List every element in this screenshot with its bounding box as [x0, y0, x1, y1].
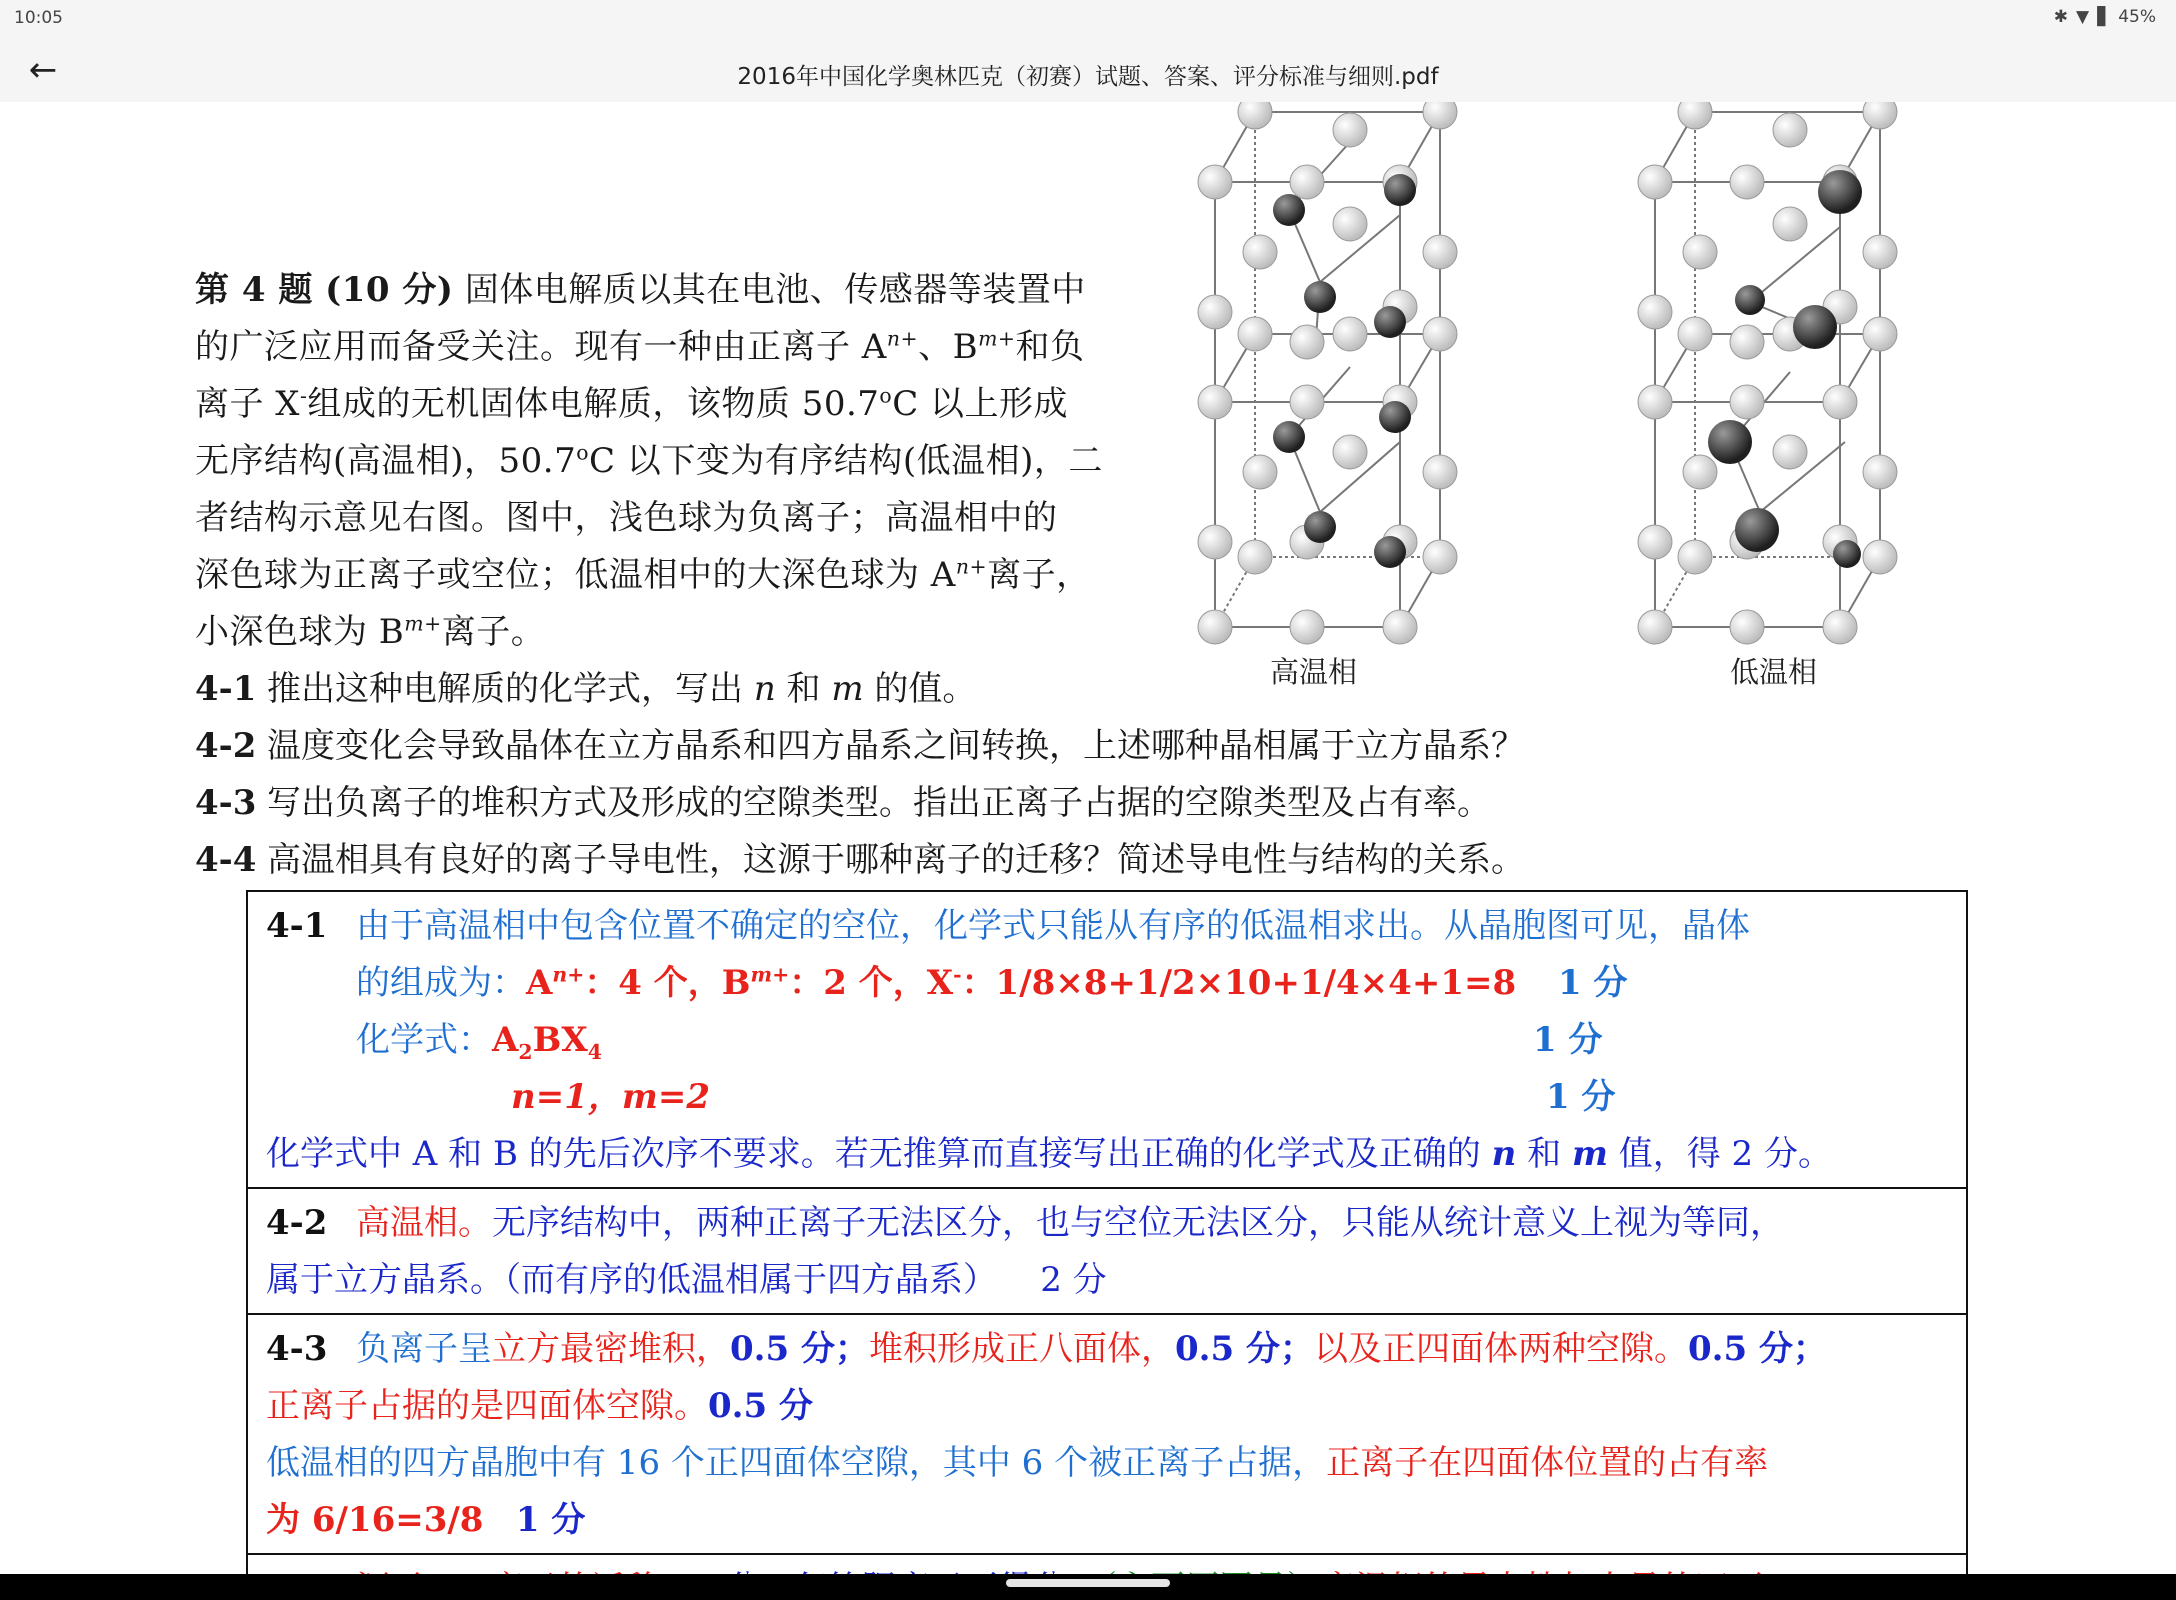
subquestion-4-2: 4-2 温度变化会导致晶体在立方晶系和四方晶系之间转换，上述哪种晶相属于立方晶系？: [195, 726, 1525, 766]
caption-high-temp: 高温相: [1270, 655, 1358, 689]
crystal-structure-figure: [1185, 102, 2005, 702]
subquestion-4-4: 4-4 高温相具有良好的离子导电性，这源于哪种离子的迁移？简述导电性与结构的关系。: [195, 840, 1525, 880]
battery-level: 45%: [2118, 7, 2156, 27]
question-line-5: 者结构示意见右图。图中，浅色球为负离子；高温相中的: [195, 498, 1058, 538]
status-time: 10:05: [14, 8, 63, 28]
answer-4-3: 4-3 负离子呈立方最密堆积，0.5 分；堆积形成正八面体，0.5 分；以及正四面体两种空隙。0.5 分； 正离子占据的是四面体空隙。0.5 分 低温相的四方晶胞中有 16 个正四面体空隙，其中 6 个被正离子占据，正离子在四面体位置的占有率 为 6/16=3/8 1 分: [248, 1315, 1966, 1555]
caption-low-temp: 低温相: [1730, 655, 1818, 689]
question-body: [195, 262, 1170, 661]
question-line-7: 小深色球为 $B^{m+}$离子。: [195, 611, 546, 652]
wifi-icon: ▼: [2076, 7, 2090, 27]
bluetooth-icon: ✱: [2053, 7, 2069, 27]
status-icons: [2054, 7, 2156, 27]
answer-4-2: 4-2 高温相。无序结构中，两种正离子无法区分，也与空位无法区分，只能从统计意义上视为等同， 属于立方晶系。（而有序的低温相属于四方晶系） 2 分: [248, 1189, 1966, 1315]
subquestion-4-1: 4-1 推出这种电解质的化学式，写出 n 和 m 的值。: [195, 669, 977, 709]
navigation-bar: [0, 1574, 2176, 1600]
question-line-1: 第 4 题 (10 分) 固体电解质以其在电池、传感器等装置中: [195, 270, 1086, 310]
question-heading: 第 4 题 (10 分): [195, 270, 454, 310]
question-line-6: 深色球为正离子或空位；低温相中的大深色球为 $A^{n+}$离子，: [195, 554, 1091, 595]
question-line-4: 无序结构(高温相)，50.7$^o$C 以下变为有序结构(低温相)，二: [195, 440, 1103, 481]
question-line-3: 离子 X-组成的无机固体电解质，该物质 50.7$^o$C 以上形成: [195, 383, 1069, 424]
unit-cell-diagrams: [1185, 102, 2005, 702]
app-bar: [0, 40, 2176, 102]
pdf-page[interactable]: [0, 102, 2176, 1574]
document-title: 2016年中国化学奥林匹克（初赛）试题、答案、评分标准与细则.pdf: [737, 64, 1439, 90]
subquestion-4-3: 4-3 写出负离子的堆积方式及形成的空隙类型。指出正离子占据的空隙类型及占有率。: [195, 783, 1491, 823]
answer-table: [246, 890, 1968, 1600]
home-gesture-handle[interactable]: [1006, 1579, 1170, 1587]
status-bar: [0, 0, 2176, 40]
question-line-2: 的广泛应用而备受关注。现有一种由正离子 $A^{n+}$、$B^{m+}$和负: [195, 326, 1085, 367]
battery-icon: ▋: [2097, 7, 2111, 27]
answer-4-1: 4-1 由于高温相中包含位置不确定的空位，化学式只能从有序的低温相求出。从晶胞图可见，晶体 的组成为：$A^{n+}$：4 个，$B^{m+}$：2 个，X-：1/8×8+1/2×10+1/4×4+1=8 1 分 化学式：$A_2BX_4$ 1 分 n=1，m=2 1 分 化学式中 A 和 B 的先后次序不要求。若无推算而直接写出正确的化学式及正确的 n 和 m 值，得 2 分。: [248, 892, 1966, 1189]
back-arrow-icon[interactable]: ←: [28, 50, 58, 90]
